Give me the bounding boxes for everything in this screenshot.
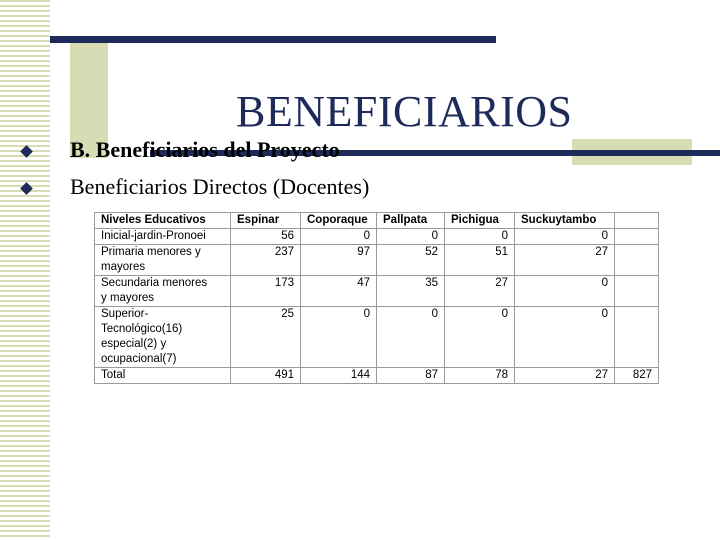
header-suckuytambo: Suckuytambo [515, 213, 615, 229]
level-text-line: ocupacional(7) [101, 353, 177, 365]
cell-value: 35 [377, 276, 445, 307]
header-blank [615, 213, 659, 229]
cell-value: 0 [377, 307, 445, 368]
cell-extra [615, 229, 659, 245]
cell-value: 144 [301, 368, 377, 384]
level-text-line: Superior- [101, 308, 149, 320]
cell-extra [615, 276, 659, 307]
header-niveles: Niveles Educativos [95, 213, 231, 229]
cell-value: 237 [231, 245, 301, 276]
level-text-line: Secundaria menores [101, 277, 208, 289]
level-text-line: especial(2) y [101, 338, 167, 350]
header-espinar: Espinar [231, 213, 301, 229]
cell-value: 25 [231, 307, 301, 368]
level-text-line: Total [101, 369, 126, 381]
cell-value: 173 [231, 276, 301, 307]
cell-value: 52 [377, 245, 445, 276]
cell-level [95, 368, 231, 384]
level-text-line: Inicial-jardin-Pronoei [101, 230, 206, 242]
beneficiaries-table [94, 212, 659, 384]
table-header-row [95, 213, 659, 229]
cell-value: 491 [231, 368, 301, 384]
cell-value: 0 [301, 307, 377, 368]
cell-value: 51 [445, 245, 515, 276]
decorative-bar-top [50, 36, 496, 43]
cell-value: 27 [515, 368, 615, 384]
cell-level [95, 229, 231, 245]
table-row [95, 368, 659, 384]
cell-value: 56 [231, 229, 301, 245]
header-coporaque: Coporaque [301, 213, 377, 229]
cell-value: 27 [515, 245, 615, 276]
cell-value: 0 [377, 229, 445, 245]
header-pichigua: Pichigua [445, 213, 515, 229]
cell-value: 78 [445, 368, 515, 384]
level-text-line: Primaria menores y [101, 246, 201, 258]
level-text-line: Tecnológico(16) [101, 323, 183, 335]
cell-value: 47 [301, 276, 377, 307]
cell-value: 87 [377, 368, 445, 384]
level-text-line: mayores [101, 261, 146, 273]
header-pallpata: Pallpata [377, 213, 445, 229]
cell-value: 0 [515, 307, 615, 368]
table-row [95, 229, 659, 245]
level-text-line: y mayores [101, 292, 155, 304]
cell-level [95, 276, 231, 307]
cell-level [95, 307, 231, 368]
cell-value: 27 [445, 276, 515, 307]
cell-value: 97 [301, 245, 377, 276]
cell-extra [615, 307, 659, 368]
cell-level [95, 245, 231, 276]
cell-value: 0 [301, 229, 377, 245]
table-row [95, 245, 659, 276]
cell-extra: 827 [615, 368, 659, 384]
decorative-stripes [0, 0, 50, 540]
cell-value: 0 [445, 307, 515, 368]
bullet-text-2: Beneficiarios Directos (Docentes) [70, 174, 370, 199]
cell-value: 0 [515, 276, 615, 307]
cell-value: 0 [515, 229, 615, 245]
slide-title: BENEFICIARIOS [236, 87, 573, 136]
cell-value: 0 [445, 229, 515, 245]
table-row [95, 276, 659, 307]
bullet-text-1: B. Beneficiarios del Proyecto [70, 137, 340, 162]
table-row [95, 307, 659, 368]
cell-extra [615, 245, 659, 276]
